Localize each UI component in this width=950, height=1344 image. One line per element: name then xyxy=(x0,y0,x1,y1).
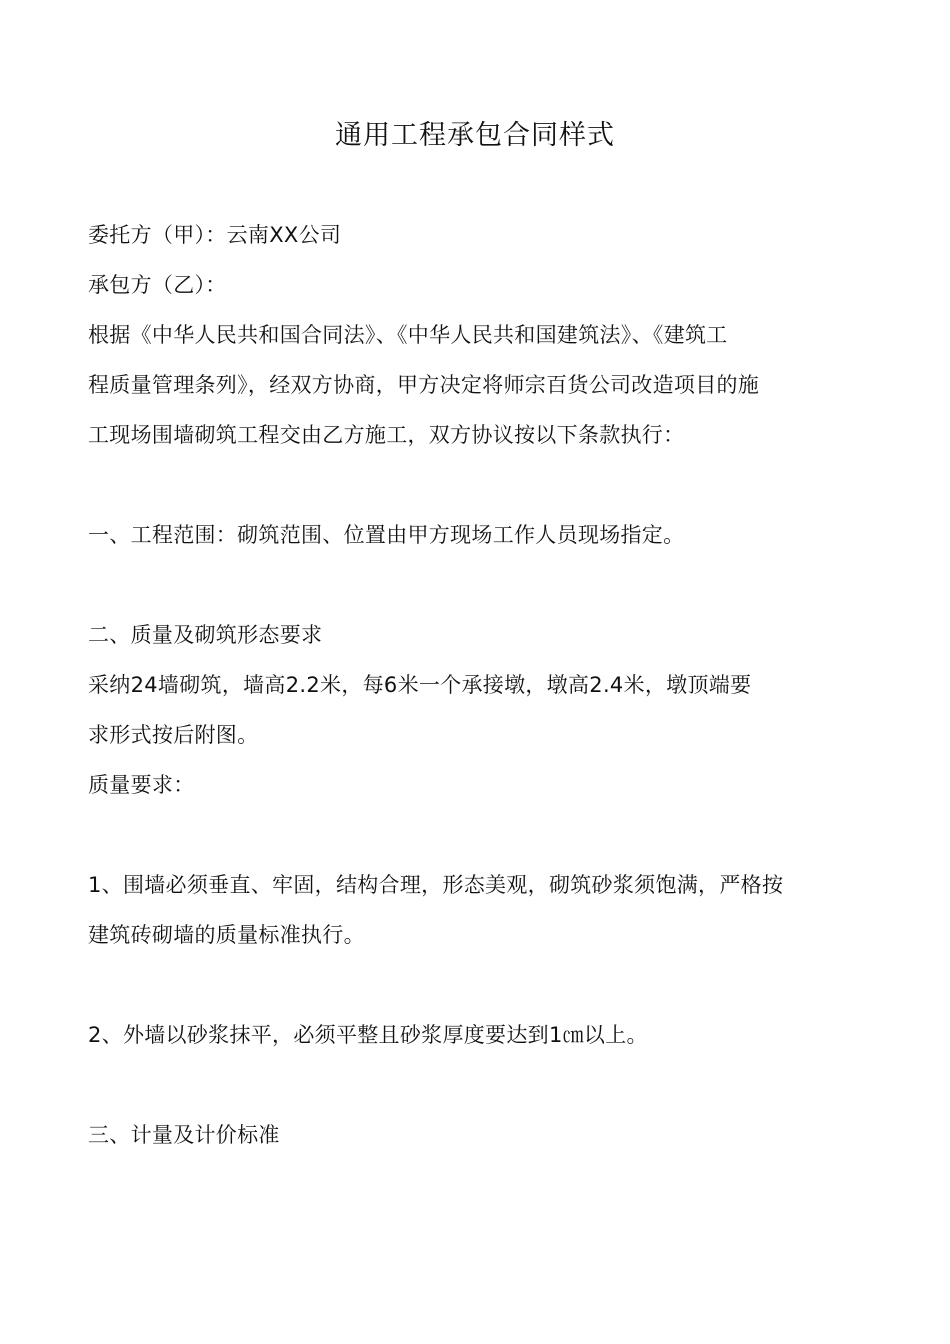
blank-line xyxy=(88,460,868,510)
document-body xyxy=(88,210,868,1160)
preamble-line-1: 根据《中华人民共和国合同法》、《中华人民共和国建筑法》、《建筑工 xyxy=(88,323,728,347)
section-2-text-line-2: 求形式按后附图。 xyxy=(88,723,259,747)
section-1-heading: 一、工程范围：砌筑范围、位置由甲方现场工作人员现场指定。 xyxy=(88,523,685,547)
section-3-heading: 三、计量及计价标准 xyxy=(88,1123,280,1147)
blank-line xyxy=(88,560,868,610)
requirement-2-line: 2、外墙以砂浆抹平，必须平整且砂浆厚度要达到1㎝以上。 xyxy=(88,1023,648,1047)
preamble-line-2: 程质量管理条列》，经双方协商，甲方决定将师宗百货公司改造项目的施 xyxy=(88,373,760,397)
blank-line xyxy=(88,960,868,1010)
party-b-line: 承包方（乙）： xyxy=(88,273,227,297)
document-title: 通用工程承包合同样式 xyxy=(335,120,615,151)
requirement-1-line-2: 建筑砖砌墙的质量标准执行。 xyxy=(88,923,365,947)
blank-line xyxy=(88,1060,868,1110)
party-a-line: 委托方（甲）：云南XX公司 xyxy=(88,223,342,247)
section-2-heading: 二、质量及砌筑形态要求 xyxy=(88,623,323,647)
quality-requirements-label: 质量要求： xyxy=(88,773,195,797)
preamble-line-3: 工现场围墙砌筑工程交由乙方施工，双方协议按以下条款执行： xyxy=(88,423,685,447)
blank-line xyxy=(88,810,868,860)
section-2-text-line-1: 采纳24墙砌筑，墙高2.2米，每6米一个承接墩，墩高2.4米，墩顶端要 xyxy=(88,673,752,697)
requirement-1-line-1: 1、围墙必须垂直、牢固，结构合理，形态美观，砌筑砂浆须饱满，严格按 xyxy=(88,873,784,897)
